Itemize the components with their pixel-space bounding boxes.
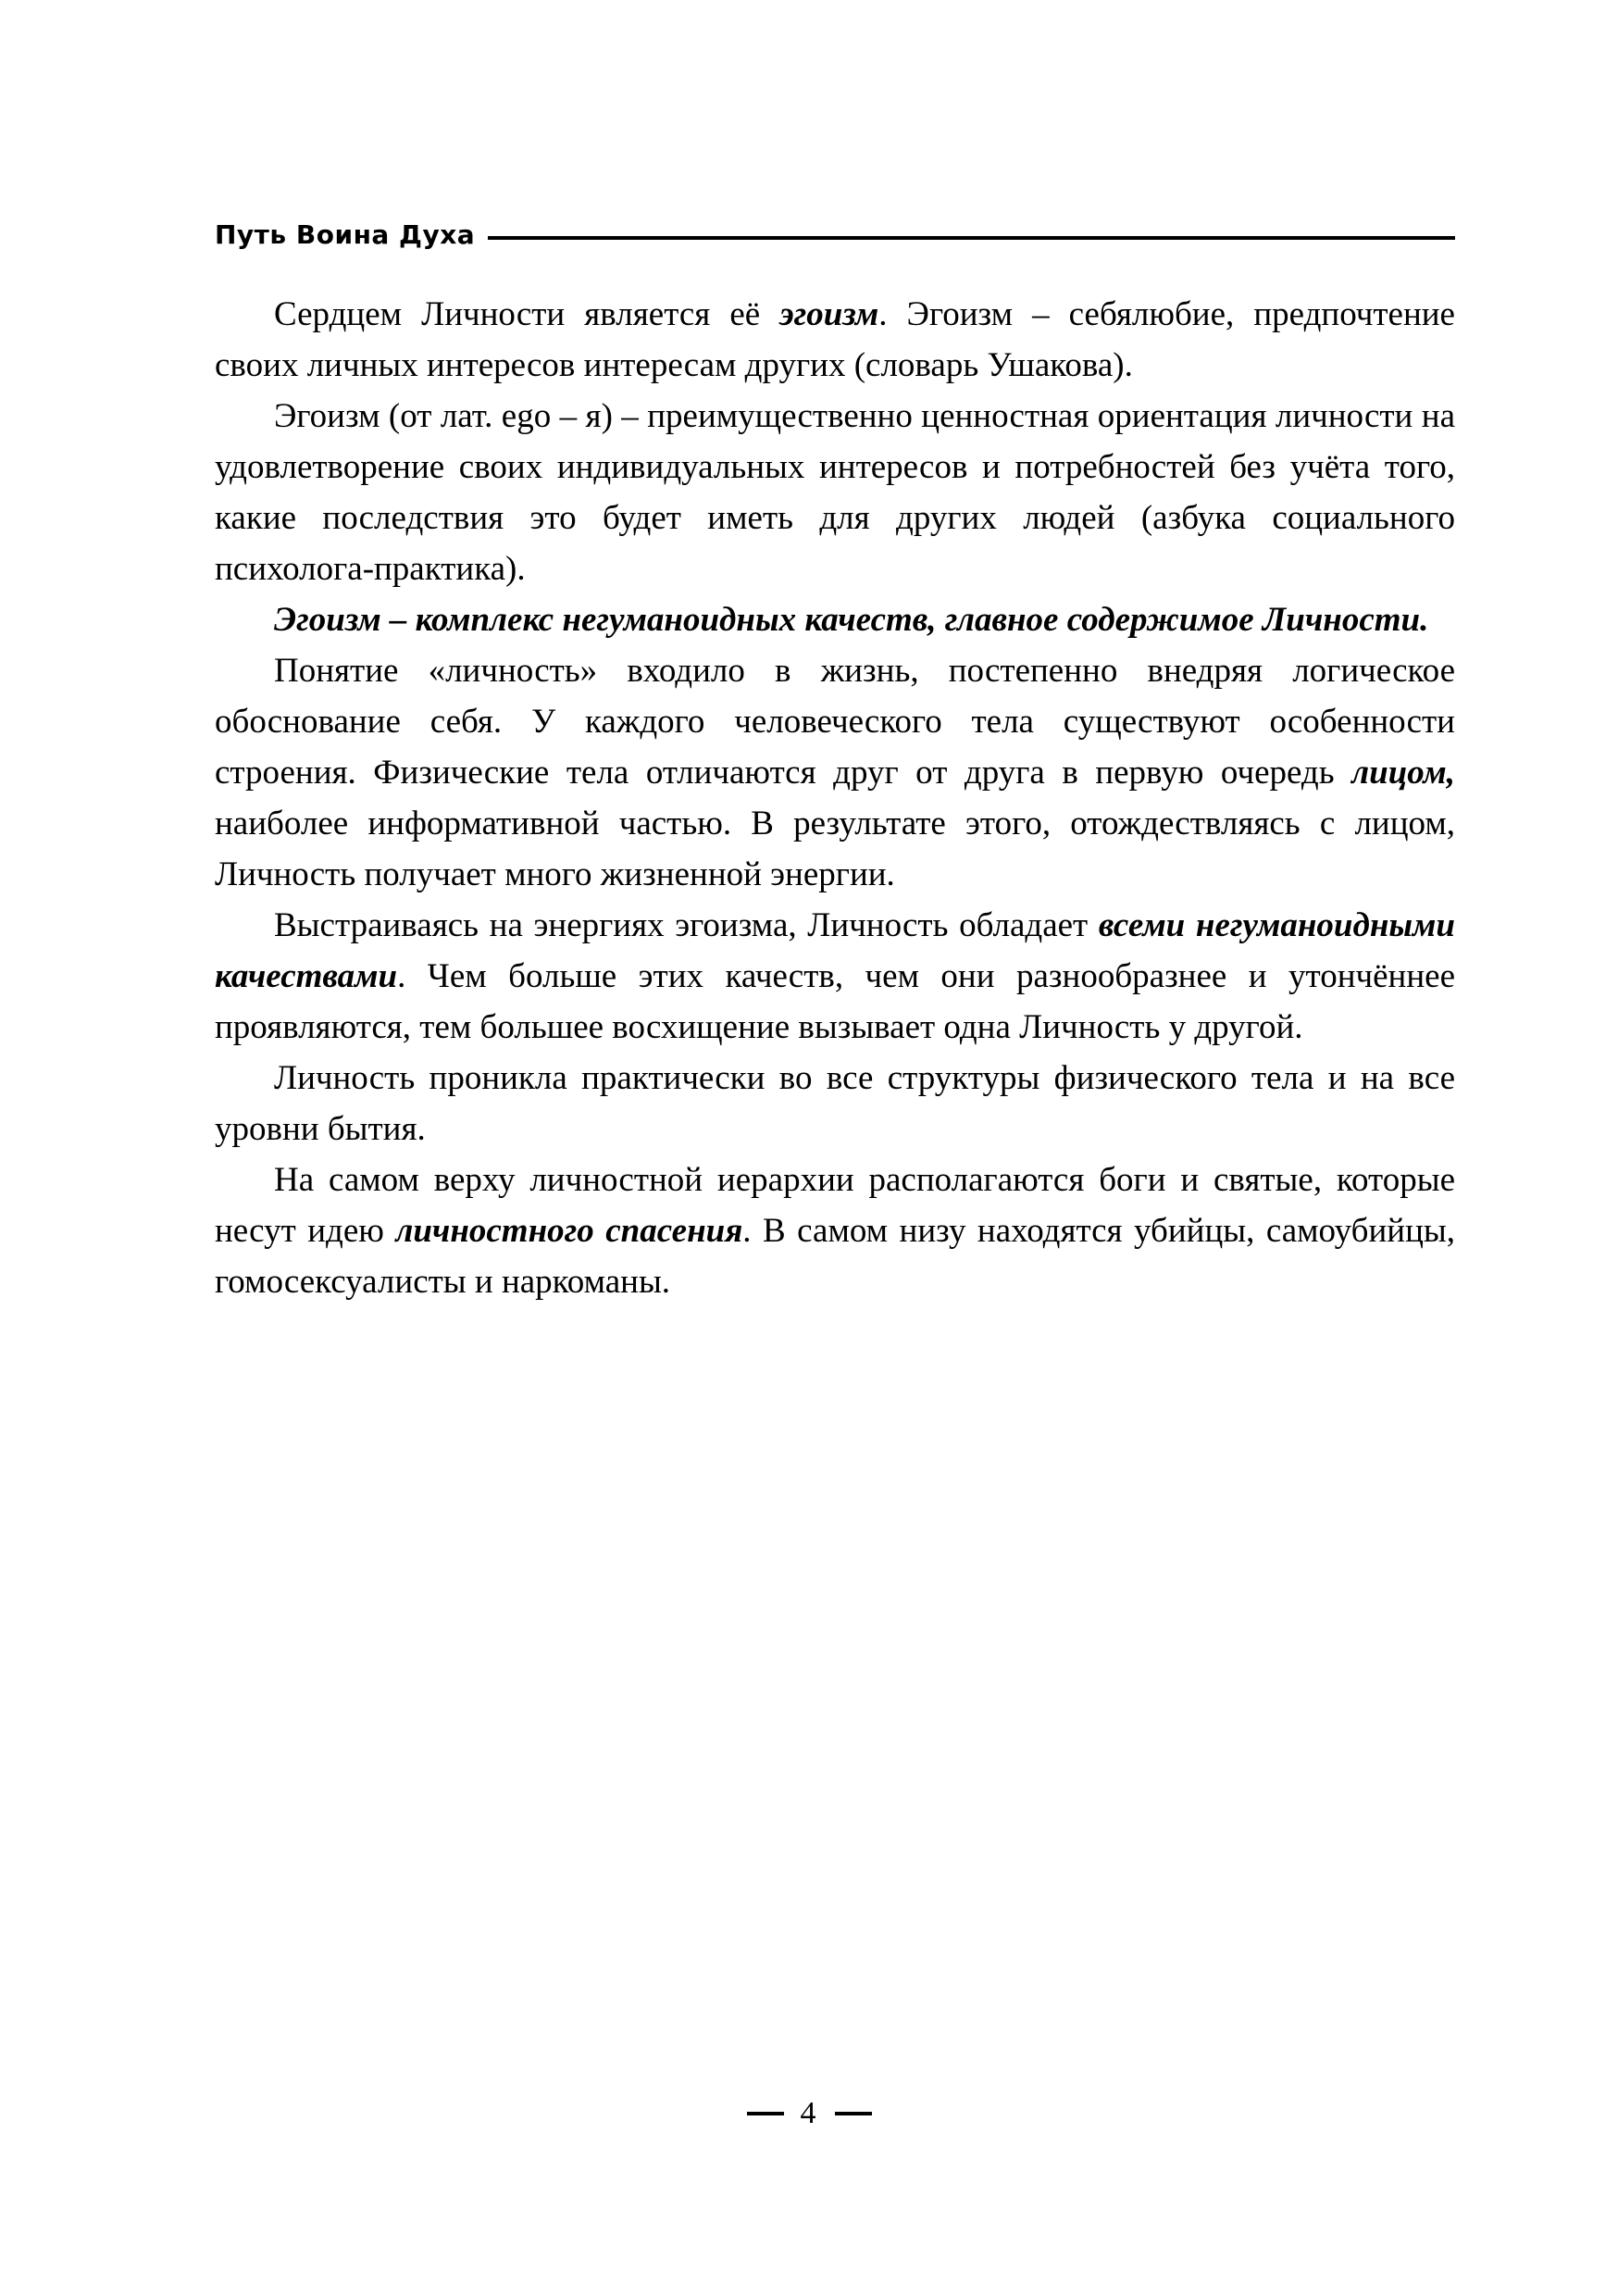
text-run: . В самом низу находятся убийцы, самоубийцы, гомосексуалисты и наркоманы.	[215, 1212, 1455, 1301]
folio-dash-left	[747, 2112, 784, 2115]
page-folio	[0, 2094, 1618, 2131]
running-head-rule	[488, 236, 1455, 240]
running-head-title: Путь Воина Духа	[215, 218, 476, 250]
text-run: Эгоизм (от лат. ego – я) – преимущественно ценностная ориентация личности на удовлетворение своих индивидуальных интересов и потребностей без учёта того, какие последствия это будет иметь для других людей (азбука социального психолога-практика).	[215, 397, 1455, 588]
page-content	[215, 213, 1455, 1307]
paragraph-6	[215, 1053, 1455, 1154]
text-run: . Эгоизм – себялюбие, предпочтение своих личных интересов интересам других (словарь Ушакова).	[215, 295, 1455, 384]
paragraph-2	[215, 391, 1455, 594]
folio-number: 4	[800, 2096, 818, 2131]
text-run: наиболее информативной частью. В результате этого, отождествляясь с лицом, Личность получает много жизненной энергии.	[215, 805, 1455, 893]
paragraph-3	[215, 594, 1455, 645]
paragraph-5	[215, 900, 1455, 1053]
paragraph-1	[215, 289, 1455, 391]
body-text	[215, 289, 1455, 1307]
paragraph-4	[215, 645, 1455, 900]
emphasis-run: эгоизм	[779, 295, 879, 333]
emphasis-run: личностного спасения	[395, 1212, 743, 1250]
text-run: Понятие «личность» входило в жизнь, постепенно внедряя логическое обоснование себя. У каждого человеческого тела существуют особенности строения. Физические тела отличаются друг от друга в первую очередь	[215, 652, 1455, 792]
running-head	[215, 213, 1455, 256]
text-run: На самом верху личностной иерархии располагаются боги и святые, которые несут идею	[215, 1161, 1455, 1250]
emphasis-run: лицом,	[1351, 754, 1455, 792]
text-run: Выстраиваясь на энергиях эгоизма, Личность обладает	[274, 906, 1099, 944]
text-run: Сердцем Личности является её	[274, 295, 780, 333]
text-run: Личность проникла практически во все структуры физического тела и на все уровни бытия.	[215, 1059, 1455, 1148]
emphasis-run: всеми негуманоидными качествами	[215, 906, 1455, 995]
paragraph-7	[215, 1154, 1455, 1307]
text-run: . Чем больше этих качеств, чем они разнообразнее и утончённее проявляются, тем большее восхищение вызывает одна Личность у другой.	[215, 957, 1455, 1046]
folio-dash-right	[835, 2112, 872, 2115]
emphasis-run: Эгоизм – комплекс негуманоидных качеств, главное содержимое Личности.	[274, 601, 1429, 639]
